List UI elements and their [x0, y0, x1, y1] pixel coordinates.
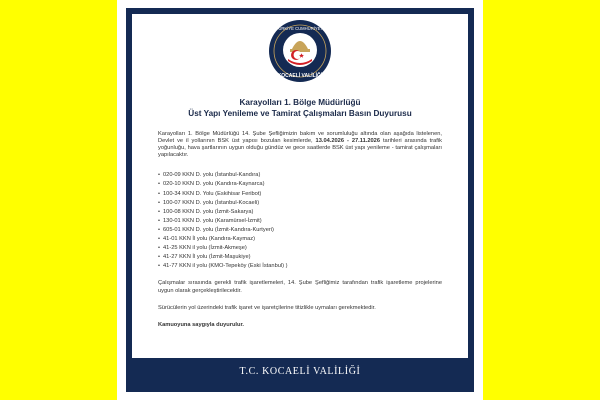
intro-text-1: Karayolları 1. Bölge Müdürlüğü 14. Şube Şefliğimizin bakım ve sorumluluğu altında olan aşağıda listelenen, Devlet ve il yollarının BSK üst yapısı bozulan kesimlerde, [158, 131, 442, 145]
intro-paragraph [158, 131, 442, 159]
svg-text:KOCAELİ VALİLİĞİ: KOCAELİ VALİLİĞİ [277, 73, 323, 79]
list-item: • 100-34 KKN D. Yolu (Eskihisar Feribot) [158, 190, 262, 197]
list-item: • 41-77 KKN il yolu (KMO-Tepeköy (Eski İstanbul) ) [158, 263, 288, 270]
intro-text-2: tarihleri arasında trafik yoğunluğu, hava şartlarının uygun olduğu gündüz ve gece saatlerde BSK üst yapı yenileme - tamirat çalışmaları yapılacaktır. [158, 138, 442, 159]
list-item: • 020-09 KKN D. yolu (İstanbul-Kandıra) [158, 172, 261, 179]
list-item: • 41-27 KKN İl yolu (İzmit-Maşukiye) [158, 254, 251, 261]
announcement-body [158, 131, 442, 329]
announcement-card [126, 8, 474, 392]
list-item: • 020-10 KKN D. yolu (Kandıra-Kaynarca) [158, 181, 265, 188]
list-item: • 100-08 KKN D. yolu (İzmit-Sakarya) [158, 208, 254, 215]
svg-text:TÜRKİYE CUMHURİYETİ: TÜRKİYE CUMHURİYETİ [275, 26, 325, 31]
page-title [132, 97, 468, 119]
list-item: • 41-25 KKN il yolu (İzmit-Akmeşe) [158, 245, 247, 252]
list-item: • 130-01 KKN D. yolu (Karamürsel-İzmit) [158, 217, 262, 224]
road-list [158, 171, 442, 271]
drivers-paragraph: Sürücülerin yol üzerindeki trafik işaret ve işaretçilerine titizlikle uymaları gerekmektedir. [158, 304, 376, 311]
footer-banner: T.C. KOCAELİ VALİLİĞİ [132, 358, 468, 386]
closing-line: Kamuoyuna saygıyla duyurulur. [158, 321, 244, 328]
left-yellow-border [0, 0, 117, 400]
kocaeli-valiligi-logo-icon [268, 19, 332, 83]
announcement-content [132, 14, 468, 386]
title-line-2: Üst Yapı Yenileme ve Tamirat Çalışmaları Basın Duyurusu [188, 109, 412, 118]
list-item: • 100-07 KKN D. yolu (İstanbul-Kocaeli) [158, 199, 260, 206]
right-yellow-border [483, 0, 600, 400]
title-line-1: Karayolları 1. Bölge Müdürlüğü [239, 98, 361, 107]
list-item: • 41-01 KKN İl yolu (Kandıra-Kaymaz) [158, 236, 255, 243]
list-item: • 605-01 KKN D. yolu (İzmit-Kandıra-Kurtyeri) [158, 226, 274, 233]
date-range: 13.04.2026 - 27.11.2026 [315, 138, 380, 145]
traffic-marking-paragraph: Çalışmalar sırasında gerekli trafik işaretlemeleri, 14. Şube Şefliğimiz tarafından trafik işaretleme projelerine uygun olarak gerçekleştirilecektir. [158, 280, 442, 294]
